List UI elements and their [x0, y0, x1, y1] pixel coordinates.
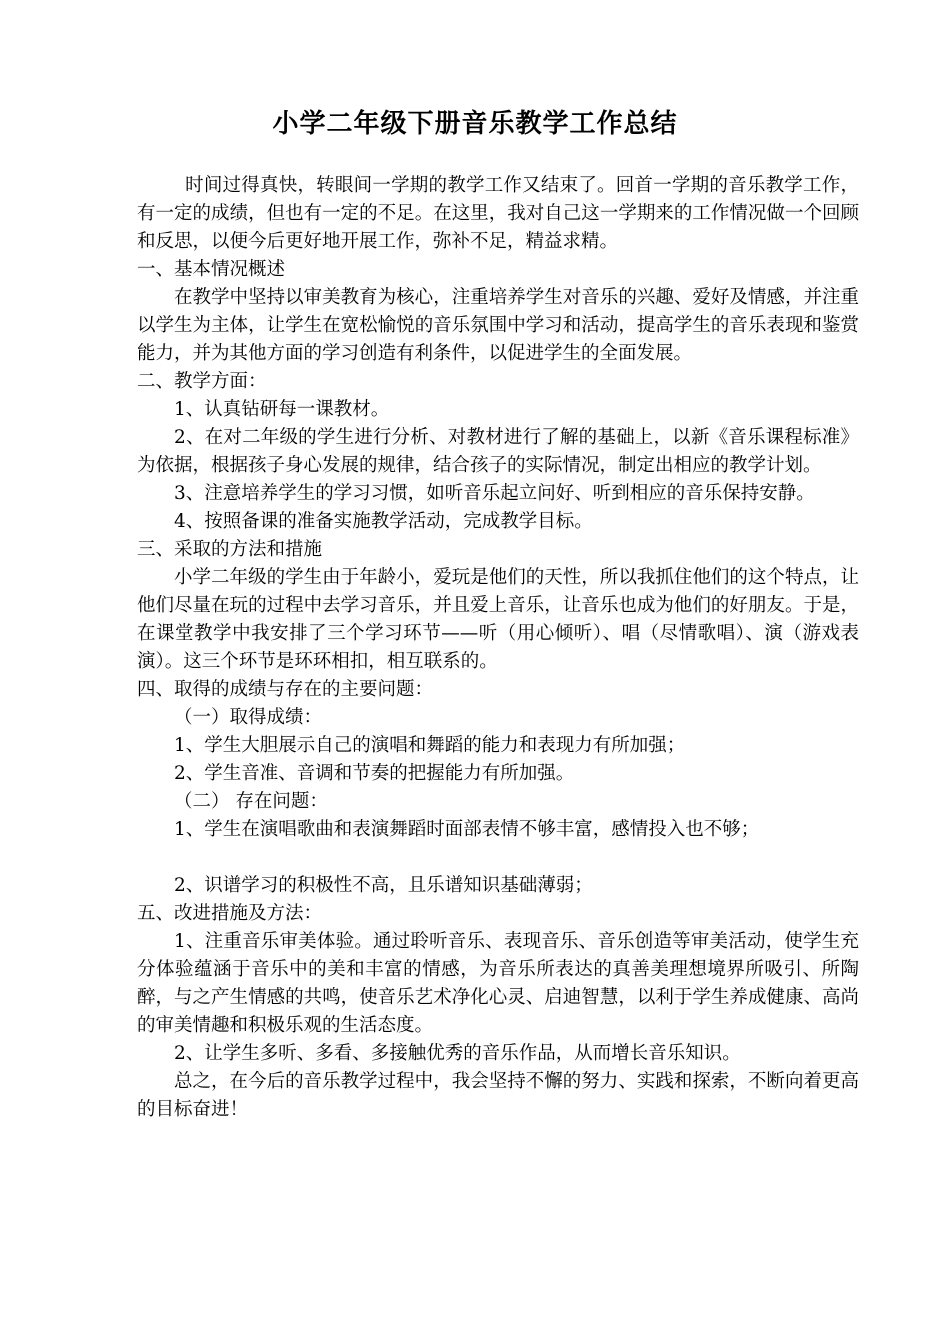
conclusion-paragraph: 总之，在今后的音乐教学过程中，我会坚持不懈的努力、实践和探索，不断向着更高的目标奋进！	[137, 1071, 859, 1120]
section-2-item: 2、在对二年级的学生进行分析、对教材进行了解的基础上，以新《音乐课程标准》为依据，根据孩子身心发展的规律，结合孩子的实际情况，制定出相应的教学计划。	[137, 427, 859, 476]
problem-item: 2、识谱学习的积极性不高，且乐谱知识基础薄弱；	[174, 875, 593, 896]
section-2-item: 1、认真钻研每一课教材。	[174, 399, 390, 420]
document-body	[137, 172, 859, 1124]
section-2-heading: 二、教学方面：	[137, 371, 267, 392]
section-2-item: 4、按照备课的准备实施教学活动，完成教学目标。	[174, 511, 593, 532]
section-1-heading: 一、基本情况概述	[137, 259, 286, 280]
section-3-paragraph: 小学二年级的学生由于年龄小，爱玩是他们的天性，所以我抓住他们的这个特点，让他们尽量在玩的过程中去学习音乐，并且爱上音乐，让音乐也成为他们的好朋友。于是，在课堂教学中我安排了三个学习环节——听（用心倾听）、唱（尽情歌唱）、演（游戏表演）。这三个环节是环环相扣，相互联系的。	[137, 567, 859, 672]
section-3-heading: 三、采取的方法和措施	[137, 539, 323, 560]
section-1-paragraph: 在教学中坚持以审美教育为核心，注重培养学生对音乐的兴趣、爱好及情感，并注重以学生为主体，让学生在宽松愉悦的音乐氛围中学习和活动，提高学生的音乐表现和鉴赏能力，并为其他方面的学习创造有利条件，以促进学生的全面发展。	[137, 287, 859, 364]
intro-paragraph: 时间过得真快，转眼间一学期的教学工作又结束了。回首一学期的音乐教学工作，有一定的成绩，但也有一定的不足。在这里，我对自己这一学期来的工作情况做一个回顾和反思，以便今后更好地开展工作，弥补不足，精益求精。	[137, 175, 859, 252]
section-4-subheading-problems: （二） 存在问题：	[174, 791, 328, 812]
section-2-item: 3、注意培养学生的学习习惯，如听音乐起立问好、听到相应的音乐保持安静。	[174, 483, 815, 504]
blank-line	[137, 844, 859, 872]
document-title: 小学二年级下册音乐教学工作总结	[272, 109, 678, 139]
achievement-item: 2、学生音准、音调和节奏的把握能力有所加强。	[174, 763, 575, 784]
section-4-heading: 四、取得的成绩与存在的主要问题：	[137, 679, 434, 700]
section-5-item: 1、注重音乐审美体验。通过聆听音乐、表现音乐、音乐创造等审美活动，使学生充分体验蕴涵于音乐中的美和丰富的情感，为音乐所表达的真善美理想境界所吸引、所陶醉，与之产生情感的共鸣，使音乐艺术净化心灵、启迪智慧，以利于学生养成健康、高尚的审美情趣和积极乐观的生活态度。	[137, 931, 859, 1036]
achievement-item: 1、学生大胆展示自己的演唱和舞蹈的能力和表现力有所加强；	[174, 735, 686, 756]
section-4-subheading-achievements: （一）取得成绩：	[174, 707, 323, 728]
problem-item: 1、学生在演唱歌曲和表演舞蹈时面部表情不够丰富，感情投入也不够；	[174, 819, 760, 840]
section-5-item: 2、让学生多听、多看、多接触优秀的音乐作品，从而增长音乐知识。	[174, 1043, 741, 1064]
section-5-heading: 五、改进措施及方法：	[137, 903, 323, 924]
